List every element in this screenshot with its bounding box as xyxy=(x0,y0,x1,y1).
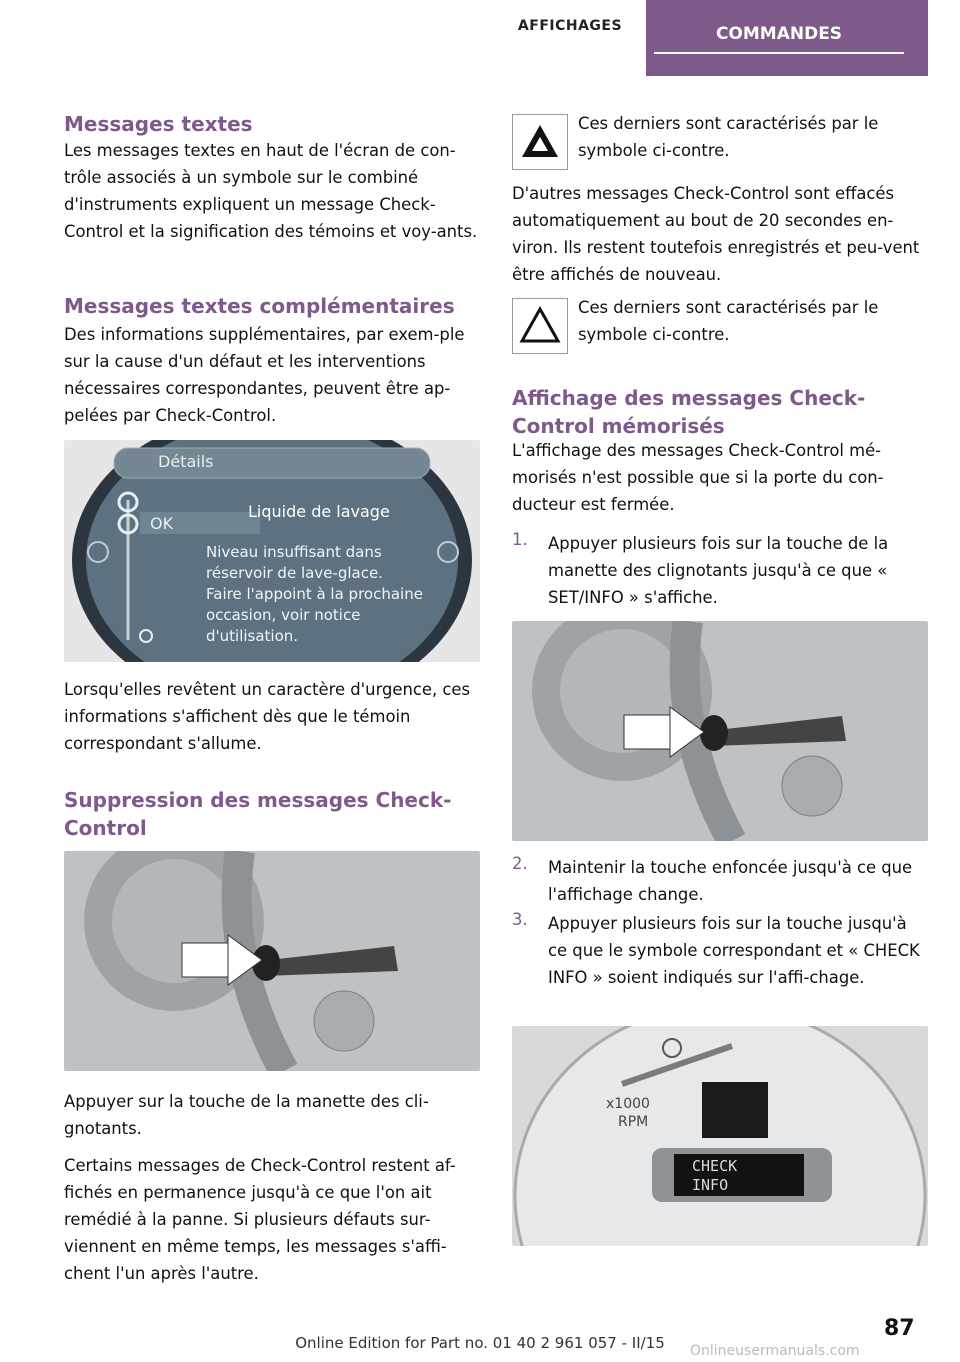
cluster-x1000: x1000 xyxy=(606,1096,650,1112)
heading-suppression: Suppression des messages Check-Control xyxy=(64,788,452,840)
display-line3: Faire l'appoint à la prochaine xyxy=(206,585,423,603)
cluster-rpm: RPM xyxy=(618,1114,649,1130)
para-messages-textes: Les messages textes en haut de l'écran de con-trôle associés à un symbole sur le combiné d'instruments expliquent un message Check-Control et la signification des témoins et voy-ants. xyxy=(64,141,478,241)
display-liquide-label: Liquide de lavage xyxy=(248,502,390,521)
footer-edition: Online Edition for Part no. 01 40 2 961 057 - II/15 xyxy=(295,1334,665,1352)
tab-affichages[interactable]: AFFICHAGES xyxy=(517,18,623,34)
heading-affichage-memorises: Affichage des messages Check-Control mémorisés xyxy=(512,386,866,438)
para-ces-derniers-1: Ces derniers sont caractérisés par le symbole ci-contre. xyxy=(578,114,879,160)
step-3-text: Appuyer plusieurs fois sur la touche jusqu'à ce que le symbole correspondant et « CHECK INFO » soient indiqués sur l'affi-chage. xyxy=(548,914,920,987)
para-certains: Certains messages de Check-Control restent af-fichés en permanence jusqu'à ce que l'on ait remédié à la panne. Si plusieurs défauts sur-viennent en même temps, les messages s'affi-chent l'un après l'autre. xyxy=(64,1156,456,1283)
tab-commandes-label: COMMANDES xyxy=(654,0,904,54)
warning-outline-icon xyxy=(512,298,568,354)
display-line4: occasion, voir notice xyxy=(206,606,361,624)
cluster-info: INFO xyxy=(692,1176,729,1194)
step-2-number: 2. xyxy=(512,854,528,873)
para-affichage: L'affichage des messages Check-Control mé-morisés n'est possible que si la porte du con-ducteur est fermée. xyxy=(512,441,884,514)
page-number: 87 xyxy=(884,1316,915,1341)
display-ok-label: OK xyxy=(150,514,174,533)
stalk-graphic xyxy=(64,851,480,1071)
para-autres-messages: D'autres messages Check-Control sont effacés automatiquement au bout de 20 secondes en-viron. Ils restent toutefois enregistrés et peu-vent être affichés de nouveau. xyxy=(512,184,920,284)
tab-commandes[interactable] xyxy=(646,0,928,76)
figure-turn-signal-stalk xyxy=(64,851,480,1071)
step-3-number: 3. xyxy=(512,910,528,929)
display-message xyxy=(206,542,423,647)
heading-messages-textes: Messages textes xyxy=(64,112,253,136)
figure-instrument-cluster xyxy=(512,1026,928,1246)
display-line5: d'utilisation. xyxy=(206,627,299,645)
figure-details-display xyxy=(64,440,480,662)
para-urgence: Lorsqu'elles revêtent un caractère d'urgence, ces informations s'affichent dès que le témoin correspondant s'allume. xyxy=(64,680,471,753)
figure-turn-signal-stalk-2 xyxy=(512,621,928,841)
heading-messages-complementaires: Messages textes complémentaires xyxy=(64,294,455,318)
cluster-graphic xyxy=(512,1026,928,1246)
display-details-label: Détails xyxy=(158,452,214,471)
step-1-number: 1. xyxy=(512,530,528,549)
step-2-text: Maintenir la touche enfoncée jusqu'à ce que l'affichage change. xyxy=(548,858,913,904)
watermark: Onlineusermanuals.com xyxy=(690,1343,860,1359)
display-line2: réservoir de lave-glace. xyxy=(206,564,383,582)
para-messages-complementaires: Des informations supplémentaires, par exem-ple sur la cause d'un défaut et les interventions nécessaires correspondantes, peuvent être ap-pelées par Check-Control. xyxy=(64,325,465,425)
step-1-text: Appuyer plusieurs fois sur la touche de la manette des clignotants jusqu'à ce que « SET/INFO » s'affiche. xyxy=(548,534,889,607)
para-appuyer: Appuyer sur la touche de la manette des cli-gnotants. xyxy=(64,1092,429,1138)
cluster-check: CHECK xyxy=(692,1157,738,1175)
display-line1: Niveau insuffisant dans xyxy=(206,543,382,561)
warning-filled-icon xyxy=(512,114,568,170)
stalk-graphic-2 xyxy=(512,621,928,841)
para-ces-derniers-2: Ces derniers sont caractérisés par le symbole ci-contre. xyxy=(578,298,879,344)
